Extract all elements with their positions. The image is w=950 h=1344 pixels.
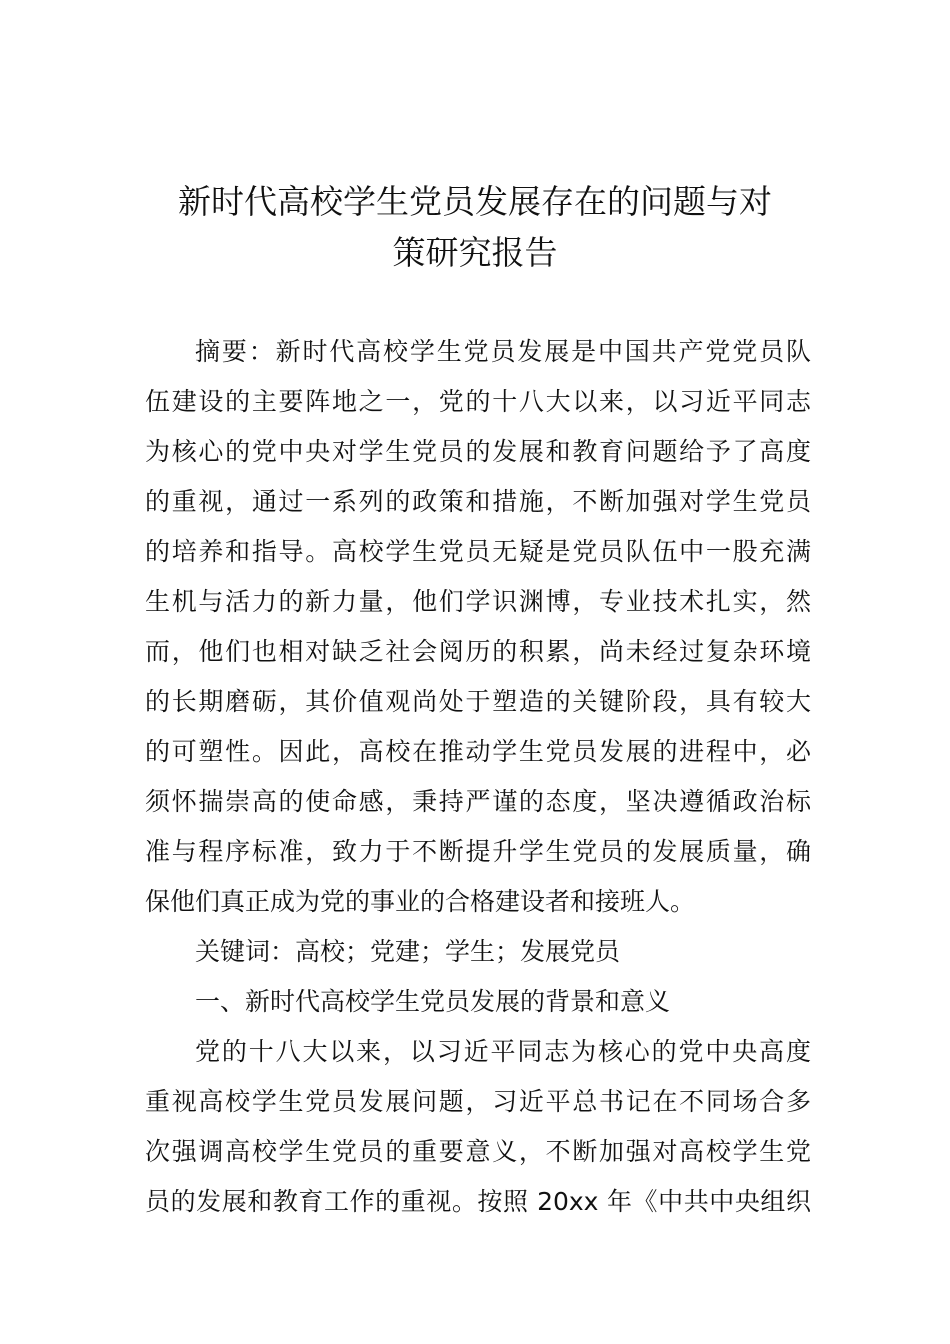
document-body: [145, 327, 811, 1227]
document-title: [143, 176, 807, 278]
section-line: 员的发展和教育工作的重视。按照 20xx 年《中共中央组织: [145, 1187, 811, 1216]
section-paragraph: [145, 1027, 811, 1227]
abstract-line: 生机与活力的新力量，他们学识渊博，专业技术扎实，然: [145, 587, 811, 616]
abstract-line: 的长期磨砺，其价值观尚处于塑造的关键阶段，具有较大: [145, 687, 811, 716]
abstract-line: 的可塑性。因此，高校在推动学生党员发展的进程中，必: [145, 737, 811, 766]
abstract-line: 的重视，通过一系列的政策和措施，不断加强对学生党员: [145, 487, 811, 516]
abstract-line: 而，他们也相对缺乏社会阅历的积累，尚未经过复杂环境: [145, 637, 811, 666]
abstract-line: 摘要：新时代高校学生党员发展是中国共产党党员队: [195, 337, 811, 366]
keywords-line: 关键词：高校；党建；学生；发展党员: [195, 937, 621, 966]
abstract-line: 伍建设的主要阵地之一，党的十八大以来，以习近平同志: [145, 387, 811, 416]
section-line: 次强调高校学生党员的重要意义，不断加强对高校学生党: [145, 1137, 811, 1166]
abstract-line: 须怀揣崇高的使命感，秉持严谨的态度，坚决遵循政治标: [145, 787, 811, 816]
abstract-line: 准与程序标准，致力于不断提升学生党员的发展质量，确: [145, 837, 811, 866]
abstract-paragraph: [145, 327, 811, 927]
section-heading: 一、新时代高校学生党员发展的背景和意义: [195, 987, 671, 1016]
title-line-2: 策研究报告: [392, 233, 558, 272]
section-line: 重视高校学生党员发展问题，习近平总书记在不同场合多: [145, 1087, 811, 1116]
title-line-1: 新时代高校学生党员发展存在的问题与对: [178, 182, 772, 221]
abstract-line: 的培养和指导。高校学生党员无疑是党员队伍中一股充满: [145, 537, 811, 566]
abstract-line: 为核心的党中央对学生党员的发展和教育问题给予了高度: [145, 437, 811, 466]
section-line: 党的十八大以来，以习近平同志为核心的党中央高度: [195, 1037, 811, 1066]
abstract-line: 保他们真正成为党的事业的合格建设者和接班人。: [145, 887, 696, 916]
